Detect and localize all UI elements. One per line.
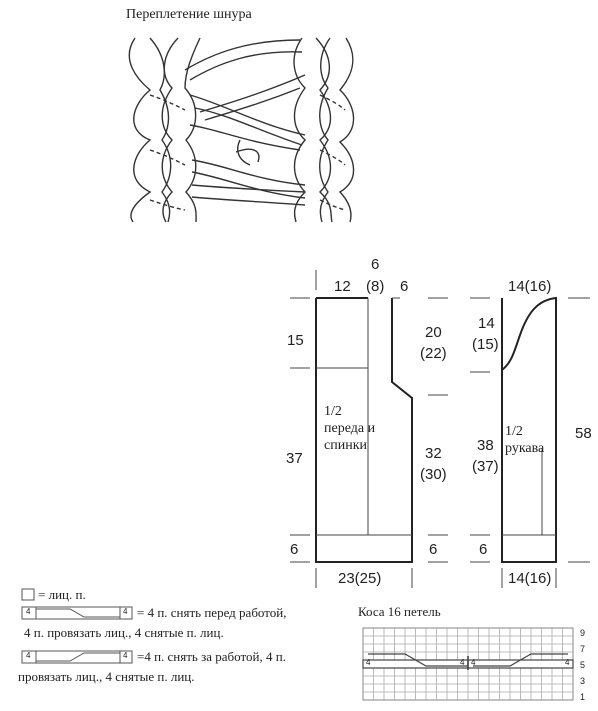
chart-cell-num: 4 (565, 658, 570, 667)
body-neck-dim-alt: (8) (366, 278, 385, 295)
body-left-upper-dim: 15 (287, 332, 304, 349)
body-right-bottom-dim: 6 (429, 541, 438, 558)
chart-cell-num: 4 (366, 658, 371, 667)
cord-illustration (129, 38, 353, 222)
legend-cable-back-text-1: =4 п. снять за работой, 4 п. (137, 649, 286, 664)
body-bottom-dim: 23(25) (338, 570, 382, 587)
legend-knit-text: = лиц. п. (38, 587, 86, 602)
body-left-bottom-dim: 6 (290, 541, 299, 558)
body-label-1: 1/2 (324, 404, 342, 419)
body-right-upper-dim: 20 (425, 324, 442, 341)
legend-symbol-num: 4 (26, 607, 31, 616)
chart-row-label: 5 (580, 660, 586, 670)
chart-row-label: 7 (580, 644, 586, 654)
chart-row-label: 9 (580, 628, 586, 638)
sleeve-top-dim: 14(16) (508, 278, 552, 295)
legend-cable-back-text-2: провязать лиц., 4 снятые п. лиц. (18, 669, 195, 684)
sleeve-left-upper-dim-alt: (15) (472, 336, 499, 353)
body-right-mid-dim-alt: (30) (420, 466, 447, 483)
chart-row-label: 1 (580, 692, 586, 702)
sleeve-bottom-dim: 14(16) (508, 570, 552, 587)
body-neck-dim: 6 (371, 256, 380, 273)
sleeve-right-dim: 58 (575, 425, 592, 442)
cable-front-symbol (22, 607, 132, 619)
chart-title: Коса 16 петель (358, 604, 441, 619)
sleeve-left-mid-dim: 38 (477, 437, 494, 454)
chart-cell-num: 4 (471, 658, 476, 667)
body-top-left-dim: 12 (334, 278, 351, 295)
sleeve-left-mid-dim-alt: (37) (472, 458, 499, 475)
legend-cable-front-text-2: 4 п. провязать лиц., 4 снятые п. лиц. (24, 625, 224, 640)
body-label-3: спинки (324, 438, 367, 453)
sleeve-left-bottom-dim: 6 (479, 541, 488, 558)
legend-symbol-num: 4 (123, 607, 128, 616)
illustration-title: Переплетение шнура (126, 7, 252, 22)
body-label-2: переда и (324, 421, 376, 436)
sleeve-label-1: 1/2 (505, 424, 523, 439)
body-right-upper-dim-alt: (22) (420, 345, 447, 362)
body-left-mid-dim: 37 (286, 450, 303, 467)
legend-symbol-num: 4 (26, 651, 31, 660)
chart-row-label: 3 (580, 676, 586, 686)
sleeve-left-upper-dim: 14 (478, 315, 495, 332)
sleeve-label-2: рукава (505, 441, 545, 456)
legend-symbol-num: 4 (123, 651, 128, 660)
chart-cell-num: 4 (460, 658, 465, 667)
knit-symbol (22, 589, 34, 600)
cable-back-symbol (22, 651, 132, 663)
body-right-mid-dim: 32 (425, 445, 442, 462)
body-top-right-dim: 6 (400, 278, 409, 295)
legend-cable-front-text-1: = 4 п. снять перед работой, (137, 605, 287, 620)
